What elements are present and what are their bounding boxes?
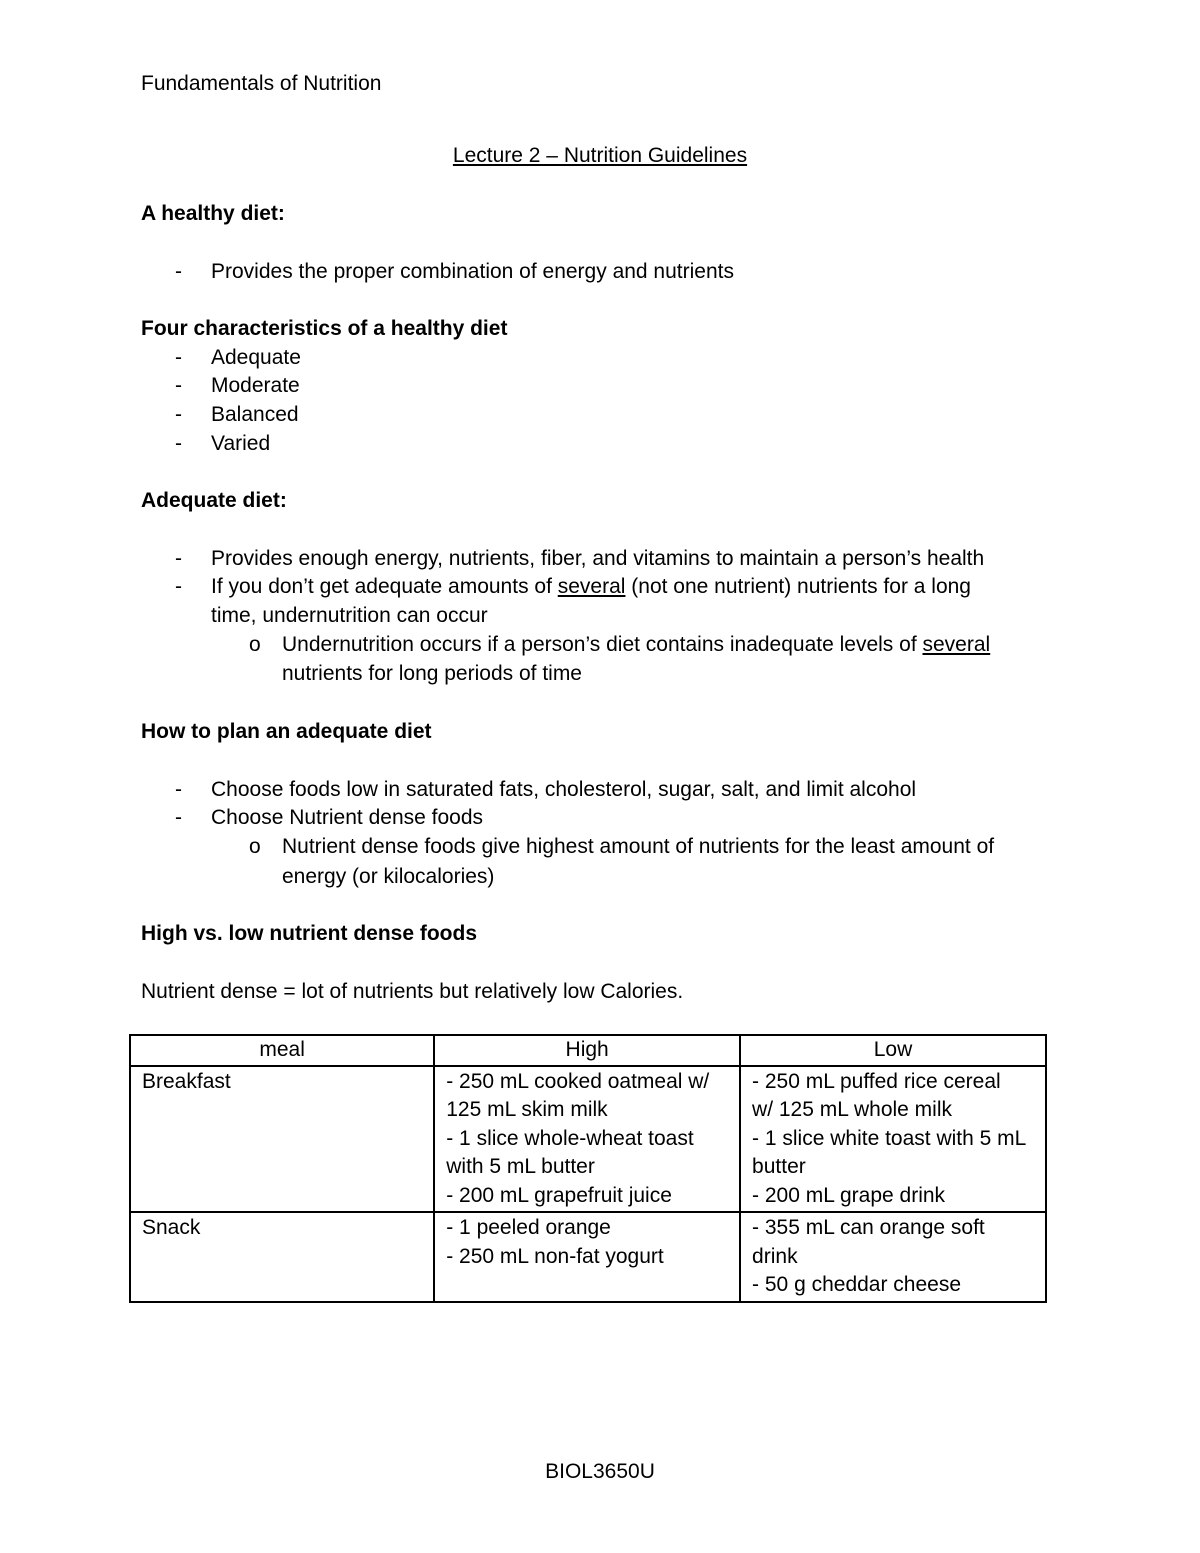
list-item-text: Moderate (211, 374, 300, 397)
heading-four-characteristics: Four characteristics of a healthy diet (141, 317, 508, 340)
footer-course-code: BIOL3650U (545, 1460, 655, 1483)
food-line: w/ 125 mL whole milk (752, 1098, 953, 1121)
dash-marker: - (175, 403, 182, 426)
list-item-text: Varied (211, 432, 271, 455)
food-line: - 1 slice white toast with 5 mL (752, 1126, 1027, 1150)
dash-marker: - (175, 778, 182, 801)
dash-marker: - (175, 346, 182, 369)
sub-bullet-text: Nutrient dense foods give highest amount of nutrients for the least amount of (282, 835, 995, 858)
food-line: - 250 mL cooked oatmeal w/ (446, 1069, 710, 1093)
list-item-text: Adequate (211, 346, 301, 369)
dash-marker: - (175, 575, 182, 598)
food-line: - 1 slice whole-wheat toast (446, 1126, 694, 1150)
table-header-row (130, 1035, 1046, 1066)
circle-bullet-marker: o (249, 835, 261, 858)
column-header-low: Low (740, 1035, 1046, 1066)
food-line: - 250 mL puffed rice cereal (752, 1069, 1001, 1093)
course-header: Fundamentals of Nutrition (141, 72, 382, 95)
food-line: 125 mL skim milk (446, 1098, 608, 1121)
column-header-high: High (434, 1035, 740, 1066)
sub-bullet-text: Undernutrition occurs if a person’s diet contains inadequate levels of several (282, 633, 991, 656)
low-cell (740, 1212, 1046, 1302)
dash-marker: - (175, 806, 182, 829)
bullet-text: Provides enough energy, nutrients, fiber, and vitamins to maintain a person’s health (211, 547, 985, 570)
dash-marker: - (175, 374, 182, 397)
heading-adequate-diet: Adequate diet: (141, 489, 287, 512)
column-header-meal: meal (130, 1035, 434, 1066)
bullet-text: Choose Nutrient dense foods (211, 806, 484, 829)
food-line: - 355 mL can orange soft (752, 1216, 985, 1239)
food-line: - 200 mL grape drink (752, 1183, 946, 1207)
bullet-text: Choose foods low in saturated fats, cholesterol, sugar, salt, and limit alcohol (211, 778, 917, 801)
sub-bullet-text: nutrients for long periods of time (282, 662, 582, 685)
heading-healthy-diet: A healthy diet: (141, 202, 285, 225)
bullet-text: Provides the proper combination of energy and nutrients (211, 260, 734, 283)
meal-cell: Breakfast (130, 1066, 434, 1213)
list-item-text: Balanced (211, 403, 299, 426)
heading-plan-adequate-diet: How to plan an adequate diet (141, 720, 432, 743)
food-line: - 1 peeled orange (446, 1216, 611, 1239)
nutrient-density-table (129, 1034, 1047, 1303)
circle-bullet-marker: o (249, 633, 261, 656)
lecture-title: Lecture 2 – Nutrition Guidelines (452, 144, 748, 167)
high-cell (434, 1212, 740, 1302)
food-line: - 250 mL non-fat yogurt (446, 1244, 664, 1268)
food-line: with 5 mL butter (446, 1155, 595, 1178)
nutrient-dense-definition: Nutrient dense = lot of nutrients but relatively low Calories. (141, 980, 684, 1003)
bullet-text: time, undernutrition can occur (211, 604, 488, 627)
food-line: - 200 mL grapefruit juice (446, 1183, 672, 1207)
table-row (130, 1212, 1046, 1302)
dash-marker: - (175, 432, 182, 455)
heading-high-vs-low: High vs. low nutrient dense foods (141, 922, 478, 945)
sub-bullet-text: energy (or kilocalories) (282, 865, 495, 888)
table-row (130, 1066, 1046, 1213)
food-line: - 50 g cheddar cheese (752, 1273, 962, 1296)
meal-cell: Snack (130, 1212, 434, 1302)
food-line: butter (752, 1155, 806, 1178)
dash-marker: - (175, 547, 182, 570)
bullet-text: If you don’t get adequate amounts of several (not one nutrient) nutrients for a long (211, 575, 971, 598)
food-line: drink (752, 1244, 798, 1268)
high-cell (434, 1066, 740, 1213)
low-cell (740, 1066, 1046, 1213)
dash-marker: - (175, 260, 182, 283)
